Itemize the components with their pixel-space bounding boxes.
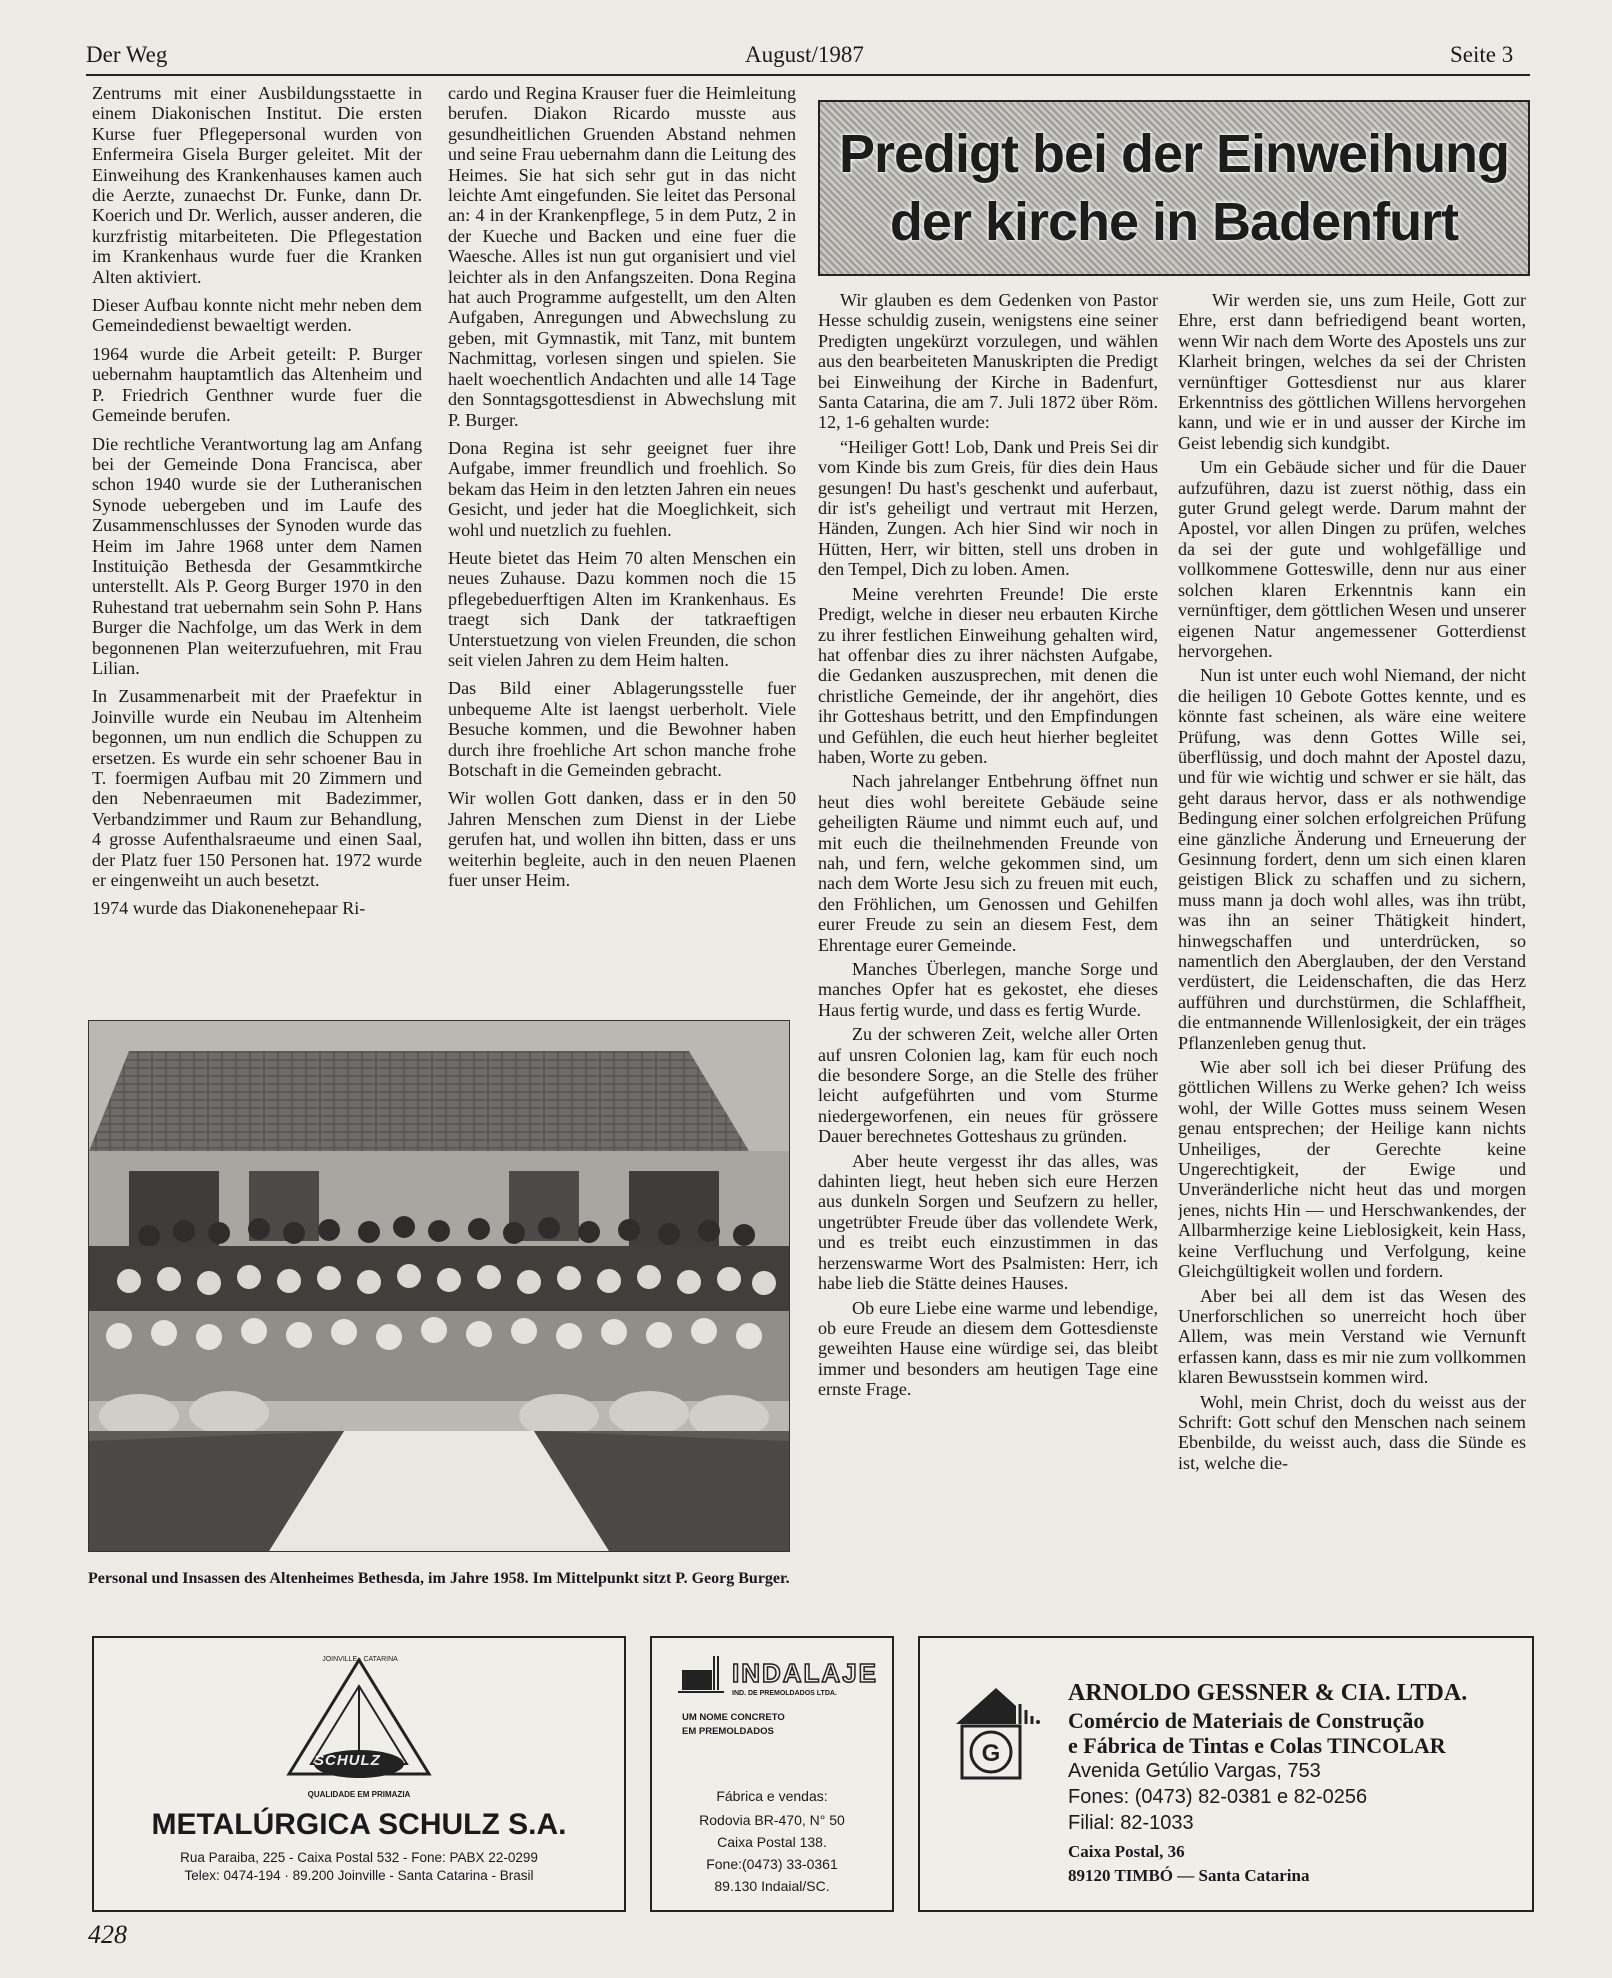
paragraph: Aber heute vergesst ihr das alles, was dahinten liegt, heut heben sich eure Herzen aus dunkeln Sorgen und Seufzern zu heller, ungetrübter Freude über das vollendete Werk, und es treibt euch einzustimmen in das herzenswarme Wort des Psalmisten: Herr, ich habe lieb die Stätte deines Hauses. <box>818 1150 1158 1294</box>
indalaje-subtitle: IND. DE PREMOLDADOS LTDA. <box>732 1690 837 1697</box>
paragraph: Wir werden sie, uns zum Heile, Gott zur Ehre, erst dann befriedigend beant worten, wenn Wir nach dem Worte des Apostels uns zur Klarheit bringen, welches da sei der Christen vernünftiger Gottesdienst nur aus klarer Erkenntniss des göttlichen Willens hervorgehen kann, und wie er in und ausser der Kirche im Geist lebendig sich kundgibt. <box>1178 290 1526 453</box>
paragraph: Ob eure Liebe eine warme und lebendige, ob eure Freude an diesem dem Gottesdienste geweihten Hause eine würdige sei, das bleibt immer und besonders am heutigen Tage eine ernste Frage. <box>818 1297 1158 1400</box>
paragraph: Zentrums mit einer Ausbildungsstaette in einem Diakonischen Institut. Die ersten Kurse fuer Pflegepersonal wurden von Enfermeira Gisela Burger geleitet. Mit der Einweihung des Krankenhauses kamen auch die Aerzte, zunaechst Dr. Funke, dann Dr. Koerich und Dr. Werlich, ausser anderen, die kurzfristig mitarbeiteten. Die Pflegestation im Krankenhaus wurde fuer die Kranken Alten aktiviert. <box>92 83 422 287</box>
paragraph: Manches Überlegen, manche Sorge und manches Opfer hat es gekostet, ehe dieses Haus fertig wurde, und dass es fertig Wurde. <box>818 959 1158 1020</box>
schulz-company-name: METALÚRGICA SCHULZ S.A. <box>151 1808 567 1841</box>
sermon-column-1 <box>818 290 1158 1625</box>
ad-metalurgica-schulz <box>92 1636 626 1912</box>
article-title-line-2: der kirche in Badenfurt <box>889 192 1459 252</box>
article-column-1 <box>92 83 422 983</box>
paragraph: Wir glauben es dem Gedenken von Pastor Hesse schuldig zusein, wenigstens eine seiner Predigten ungekürzt vorzulegen, und wählen aus den bearbeiteten Manuskripten die Predigt bei Einweihung der Kirche in Badenfurt, Santa Catarina, die am 7. Juli 1872 über Röm. 12, 1-6 gehalten wurde: <box>818 290 1158 433</box>
paragraph: Um ein Gebäude sicher und für die Dauer aufzuführen, dazu ist zuerst nöthig, dass ein guter Grund gelegt werde. Darum mahnt der Apostel, vor allen Dingen zu prüfen, welches da sei der gute und wohlgefällige und vollkommene Gotteswille, denn nur aus einer solchen klaren Erkenntnis kann ein vernünftiger, dem göttlichen Wesen und unserer eigenen Natur angemessener Gotterdienst hervorgehen. <box>1178 457 1526 661</box>
paragraph: Aber bei all dem ist das Wesen des Unerforschlichen so unerreicht hoch über Allem, was mein Verstand wie Vernunft erfassen kann, dass es mir nie zum vollkommen klaren Bewusstsein kommen wird. <box>1178 1285 1526 1388</box>
paragraph: Wohl, mein Christ, doch du weisst aus der Schrift: Gott schuf den Menschen nach seinem Ebenbilde, du weisst auch, dass die Sünde es ist, welche die- <box>1178 1391 1526 1473</box>
gessner-line-2: e Fábrica de Tintas e Colas TINCOLAR <box>1068 1733 1446 1758</box>
article-column-2 <box>448 83 796 983</box>
paragraph: Die rechtliche Verantwortung lag am Anfang bei der Gemeinde Dona Francisca, aber schon 1940 wurde sie der Lutheranischen Synode uebergeben und im Laufe des Zusammenschlusses der Synoden wurde das Heim im Jahre 1968 unter dem Namen Instituição Bethesda der Gesammtkirche unterstellt. Als P. Georg Burger 1970 in den Ruhestand trat uebernahm sein Sohn P. Hans Burger die Nachfolge, um das Werk in dem begonnenen Plan weiterzufuehren, mit Frau Lilian. <box>92 433 422 678</box>
paragraph: cardo und Regina Krauser fuer die Heimleitung berufen. Diakon Ricardo musste aus gesundheitlichen Gruenden Abstand nehmen und seine Frau uebernahm dann die Leitung des Heimes. Sie hat sich sehr gut in das nicht leichte Amt eingefunden. Sie leitet das Personal an: 4 in der Krankenpflege, 5 in dem Putz, 2 in der Kueche und Backen und eine fuer die Waesche. Alles ist nun gut organisiert und viel leichter als in den Anfangszeiten. Dona Regina hat auch Programme aufgestellt, um den Alten Aufgaben, Anregungen und Abwechslung zu geben, mit Gymnastik, mit Tanz, mit buntem Nachmittag, vorlesen singen und spielen. Sie haelt woechentlich Andachten und alle 14 Tage den Sonntagsgottesdienst in Abwechslung mit P. Burger. <box>448 83 796 430</box>
gessner-filial: Filial: 82-1033 <box>1068 1812 1194 1834</box>
paragraph: Heute bietet das Heim 70 alten Menschen ein neues Zuhause. Dazu kommen noch die 15 pflegebeduerftigen Alten im Krankenhaus. Es traegt sich Dank der tatkraeftigen Unterstuetzung von vielen Freunden, die schon seit vielen Jahren zu dem Heim halten. <box>448 547 796 670</box>
page-label: Seite 3 <box>1450 42 1514 67</box>
photo-caption: Personal und Insassen des Altenheimes Bethesda, im Jahre 1958. Im Mittelpunkt sitzt P. Georg Burger. <box>88 1570 790 1587</box>
schulz-logo-word: SCHULZ <box>314 1752 381 1769</box>
paragraph: In Zusammenarbeit mit der Praefektur in Joinville wurde ein Neubau im Altenheim begonnen, um nun endlich die Schuppen zu ersetzen. Es wurde ein sehr schoener Bau in T. foermigen Aufbau mit 20 Zimmern und den Nebenraeumen mit Badezimmer, Verbandzimmer und Raum zur Behandlung, 4 grosse Aufenthalsraeume und einen Saal, der Platz fuer 150 Personen hat. 1972 wurde er eingenweiht un auch besetzt. <box>92 686 422 891</box>
indalaje-line-5: 89.130 Indaial/SC. <box>714 1878 830 1894</box>
paragraph: “Heiliger Gott! Lob, Dank und Preis Sei dir vom Kinde bis zum Greis, für dies dein Haus gesungen! Du hast's geschenkt und auferbaut, dir ist's geheiligt und vertraut mit Herzen, Händen, Zungen. Ach hier Sind wir noch in Hütten, Herr, wir bitten, stell uns droben in den Tempel, Dich zu loben. Amen. <box>818 436 1158 580</box>
indalaje-brand: INDALAJE <box>732 1658 879 1688</box>
sermon-column-2 <box>1178 290 1526 1625</box>
article-title-box <box>818 100 1530 276</box>
journal-name: Der Weg <box>86 42 168 67</box>
paragraph: Nun ist unter euch wohl Niemand, der nicht die heiligen 10 Gebote Gottes kennte, und es könnte fast scheinen, als wäre eine weitere Prüfung, was denn Gottes Wille sei, überflüssig, und doch mahnt der Apostel dazu, und für wie wichtig und schwer er sie hält, das geht daraus hervor, dass er als nothwendige Bedingung einer solchen erfolgreichen Prüfung eine gänzliche Änderung und Erneuerung der Gesinnung fordert, denn um sich einen klaren geistigen Blick zu schaffen und zu sichern, muss mann ja doch wohl alles, was ihn trübt, was ihn an seiner Thätigkeit hindert, hinwegschaffen und unterdrücken, so namentlich den Aberglauben, der den Verstand verdüstert, die Leidenschaften, die das Herz aufführen und durchstürmen, die Schlaffheit, die entmannende Willenlosigkeit, der ein träges Pflanzenleben genug thut. <box>1178 665 1526 1053</box>
gessner-caixa-postal: Caixa Postal, 36 <box>1068 1842 1185 1861</box>
ad-indalaje <box>650 1636 894 1912</box>
gessner-line-1: Comércio de Materiais de Construção <box>1068 1708 1425 1733</box>
gessner-address: Avenida Getúlio Vargas, 753 <box>1068 1760 1321 1782</box>
indalaje-line-1: Fábrica e vendas: <box>716 1788 828 1804</box>
indalaje-slogan-1: UM NOME CONCRETO <box>682 1712 785 1723</box>
gessner-city: 89120 TIMBÓ — Santa Catarina <box>1068 1866 1310 1885</box>
ad-arnoldo-gessner <box>918 1636 1534 1912</box>
issue-date: August/1987 <box>745 42 864 67</box>
indalaje-logo-icon <box>678 1652 724 1696</box>
paragraph: 1974 wurde das Diakonenehepaar Ri- <box>92 898 366 919</box>
indalaje-line-2: Rodovia BR-470, N° 50 <box>699 1812 845 1828</box>
paragraph: Nach jahrelanger Entbehrung öffnet nun heut dies wohl bereitete Gebäude seine geheiligten Räume und nimmt euch auf, und mit euch die theilnehmenden Freunde von nah, und fern, welche gekommen sind, um nach dem Worte Jesu sich zu freuen mit euch, den Fröhlichen, um Genossen und Gehilfen eurer Freude zu sein an diesem Fest, dem Ehrentage eurer Gemeinde. <box>818 771 1158 955</box>
gessner-company-name: ARNOLDO GESSNER & CIA. LTDA. <box>1068 1680 1468 1706</box>
gessner-phones: Fones: (0473) 82-0381 e 82-0256 <box>1068 1786 1368 1808</box>
schulz-telex: Telex: 0474-194 · 89.200 Joinville - Santa Catarina - Brasil <box>184 1868 534 1883</box>
gessner-house-logo-icon <box>956 1684 1046 1784</box>
paragraph: Zu der schweren Zeit, welche aller Orten auf unsren Colonien lag, kam für euch noch die besondere Sorge, an die Stelle des früher leicht aufgeführten und vom Sturme niedergeworfenen, ein neues für grössere Dauer berechnetes Gotteshaus zu gründen. <box>818 1024 1158 1147</box>
schulz-address: Rua Paraiba, 225 - Caixa Postal 532 - Fone: PABX 22-0299 <box>180 1850 538 1865</box>
svg-text:G: G <box>981 1740 1001 1767</box>
paragraph: Dieser Aufbau konnte nicht mehr neben dem Gemeindedienst bewaeltigt werden. <box>92 295 422 336</box>
indalaje-line-4: Fone:(0473) 33-0361 <box>706 1856 838 1872</box>
paragraph: 1964 wurde die Arbeit geteilt: P. Burger uebernahm hauptamtlich das Altenheim und P. Friedrich Genthner wurde fuer die Gemeinde berufen. <box>92 343 422 426</box>
paragraph: Wie aber soll ich bei dieser Prüfung des göttlichen Willens zu Werke gehen? Ich weiss wohl, der Wille Gottes muss seinem Wesen genau entsprechen; der Heilige kann nichts Unheiliges, der Gerechte keine Ungerechtigkeit, der Ewige und Unveränderliche nicht heut das und morgen jenes, nichts Hin — und Herschwankendes, der Allbarmherzige keine Lieblosigkeit, kein Hass, keine Verfluchung und Verfolgung, keine Gleichgültigkeit wollen und fordern. <box>1178 1057 1526 1282</box>
paragraph: Das Bild einer Ablagerungsstelle fuer unbequeme Alte ist laengst uerberholt. Viele Besuche kommen, und die Bewohner haben durch ihre froehliche Art schon manche frohe Botschaft in die Gemeinden gebracht. <box>448 678 796 780</box>
page-number: 428 <box>88 1920 127 1949</box>
schulz-tagline: QUALIDADE EM PRIMAZIA <box>307 1790 411 1799</box>
indalaje-line-3: Caixa Postal 138. <box>717 1834 827 1850</box>
schulz-logo-ring-text: JOINVILLE · CATARINA <box>322 1656 398 1663</box>
group-photo <box>88 1020 790 1552</box>
paragraph: Meine verehrten Freunde! Die erste Predigt, welche in dieser neu erbauten Kirche zu ihrer festlichen Einweihung gehalten wird, hat offenbar dies zu ihrer nächsten Aufgabe, die Gedanken auszusprechen, mit denen die christliche Gemeinde, der ihr angehört, dies ihr Gotteshaus betritt, und den Empfindungen und Gefühlen, die euch heut hierher begleitet haben, Worte zu geben. <box>818 583 1158 767</box>
group-photo-illustration <box>89 1021 789 1551</box>
paragraph: Dona Regina ist sehr geeignet fuer ihre Aufgabe, immer freundlich und froehlich. So bekam das Heim in den letzten Jahren ein neues Gesicht, und jeder hat die Moeglichkeit, sich wohl und nuetzlich zu fuehlen. <box>448 437 796 540</box>
indalaje-slogan-2: EM PREMOLDADOS <box>682 1726 774 1737</box>
article-title-line-1: Predigt bei der Einweihung <box>838 124 1510 184</box>
header-rule <box>86 74 1530 76</box>
paragraph: Wir wollen Gott danken, dass er in den 50 Jahren Menschen zum Dienst in der Liebe gerufen hat, und wollen ihn bitten, dass er uns weiterhin begleite, auch in den neuen Plaenen fuer unser Heim. <box>448 788 796 891</box>
